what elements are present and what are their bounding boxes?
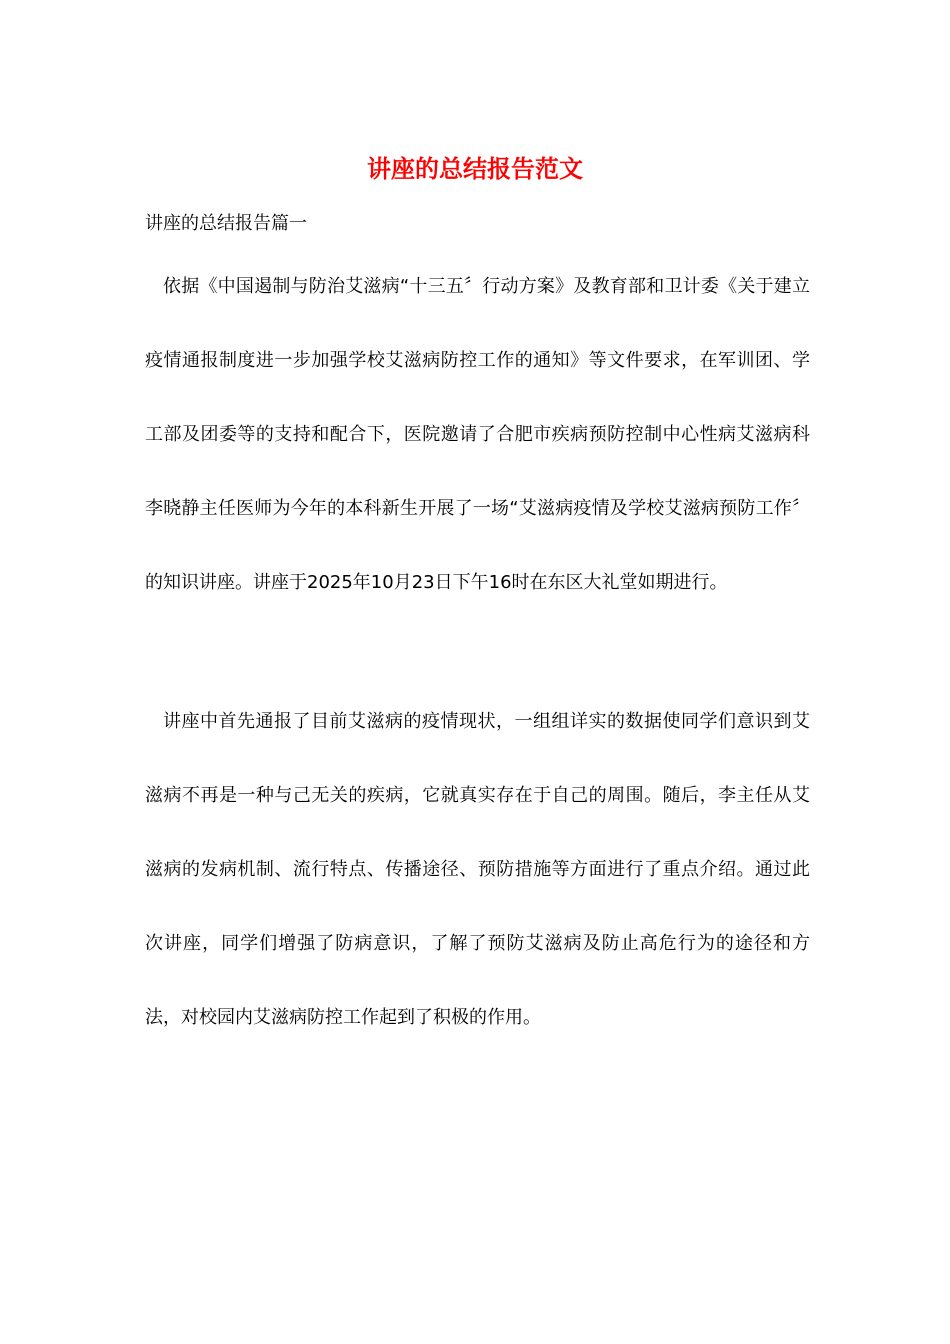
section-heading: 讲座的总结报告篇一	[145, 213, 307, 234]
body-paragraph-1: 依据《中国遏制与防治艾滋病“十三五〞行动方案》及教育部和卫计委《关于建立疫情通报制度进一步加强学校艾滋病防控工作的通知》等文件要求，在军训团、学工部及团委等的支持和配合下，医院邀请了合肥市疾病预防控制中心性病艾滋病科李晓静主任医师为今年的本科新生开展了一场“艾滋病疫情及学校艾滋病预防工作〞的知识讲座。讲座于2025年10月23日下午16时在东区大礼堂如期进行。	[145, 276, 810, 593]
body-paragraph-2: 讲座中首先通报了目前艾滋病的疫情现状，一组组详实的数据使同学们意识到艾滋病不再是一种与己无关的疾病，它就真实存在于自己的周围。随后，李主任从艾滋病的发病机制、流行特点、传播途径、预防措施等方面进行了重点介绍。通过此次讲座，同学们增强了防病意识，了解了预防艾滋病及防止高危行为的途径和方法，对校园内艾滋病防控工作起到了积极的作用。	[145, 711, 810, 1028]
document-title: 讲座的总结报告范文	[367, 154, 583, 183]
